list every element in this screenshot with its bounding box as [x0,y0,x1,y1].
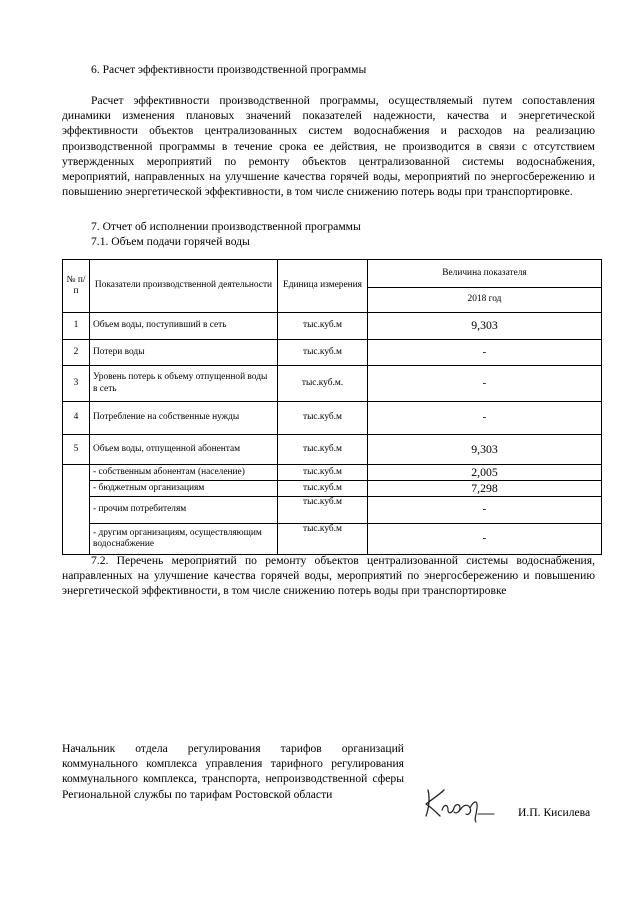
table-row [63,465,602,481]
row-name: Потребление на собственные нужды [90,402,278,435]
table-row [63,340,602,366]
row-value: - [368,366,602,402]
row-unit: тыс.куб.м [278,497,368,524]
table-row [63,313,602,340]
section-6-paragraph: Расчет эффективности производственной программы, осуществляемый путем сопоставления динамики изменения плановых значений показателей надежности, качества и энергетической эффективности объектов централизованных систем водоснабжения и расходов на реализацию производственной программы в течение срока ее действия, не производится в связи с отсутствием утвержденных мероприятий по ремонту объектов централизованной системы водоснабжения, мероприятий, направленных на улучшение качества горячей воды, мероприятий по энергосбережению и повышению энергетической эффективности, в том числе снижению потерь воды при транспортировке. [62,94,595,199]
header-indicator: Показатели производственной деятельности [90,260,278,313]
row-value: 7,298 [368,481,602,497]
sub-rows-num-cell [63,465,90,555]
section-6-heading: 6. Расчет эффективности производственной программы [91,63,367,76]
row-value: 9,303 [368,313,602,340]
header-num: № п/п [63,260,90,313]
row-unit: тыс.куб.м [278,465,368,481]
row-num: 5 [63,435,90,465]
section-7-2-paragraph: 7.2. Перечень мероприятий по ремонту объектов централизованной системы водоснабжения, направленных на улучшение качества горячей воды, мероприятий по энергосбережению и повышению энергетической эффективности, в том числе снижению потерь воды при транспортировке [62,554,595,598]
row-value: - [368,340,602,366]
row-name: Уровень потерь к объему отпущенной воды в сеть [90,366,278,402]
row-unit: тыс.куб.м [278,435,368,465]
row-num: 2 [63,340,90,366]
table-row [63,402,602,435]
row-unit: тыс.куб.м [278,402,368,435]
row-unit: тыс.куб.м [278,313,368,340]
handwritten-signature [420,782,500,824]
row-value: - [368,497,602,524]
row-value: 9,303 [368,435,602,465]
row-name: - другим организациям, осуществляющим водоснабжение [90,524,278,555]
row-unit: тыс.куб.м [278,481,368,497]
row-num: 3 [63,366,90,402]
signatory-position: Начальник отдела регулирования тарифов организаций коммунального комплекса управления тарифного регулирования коммунального комплекса, транспорта, непроизводственной сферы Региональной службы по тарифам Ростовской области [62,742,404,801]
row-name: - бюджетным организациям [90,481,278,497]
row-name: Объем воды, поступивший в сеть [90,313,278,340]
row-name: - прочим потребителям [90,497,278,524]
table-row [63,524,602,555]
row-unit: тыс.куб.м [278,524,368,555]
row-num: 1 [63,313,90,340]
row-name: Потери воды [90,340,278,366]
row-name: - собственным абонентам (население) [90,465,278,481]
table-row [63,435,602,465]
header-value: Величина показателя [368,260,602,288]
table-row [63,481,602,497]
hot-water-supply-table [62,259,602,555]
row-value: - [368,402,602,435]
section-7-heading: 7. Отчет об исполнении производственной программы [91,220,361,233]
row-unit: тыс.куб.м. [278,366,368,402]
row-value: 2,005 [368,465,602,481]
table-row [63,497,602,524]
row-value: - [368,524,602,555]
table-row [63,366,602,402]
header-year: 2018 год [368,288,602,313]
row-name: Объем воды, отпущенной абонентам [90,435,278,465]
header-unit: Единица измерения [278,260,368,313]
signatory-name: И.П. Кисилева [518,806,591,819]
row-num: 4 [63,402,90,435]
row-unit: тыс.куб.м [278,340,368,366]
section-7-1-heading: 7.1. Объем подачи горячей воды [91,235,250,248]
